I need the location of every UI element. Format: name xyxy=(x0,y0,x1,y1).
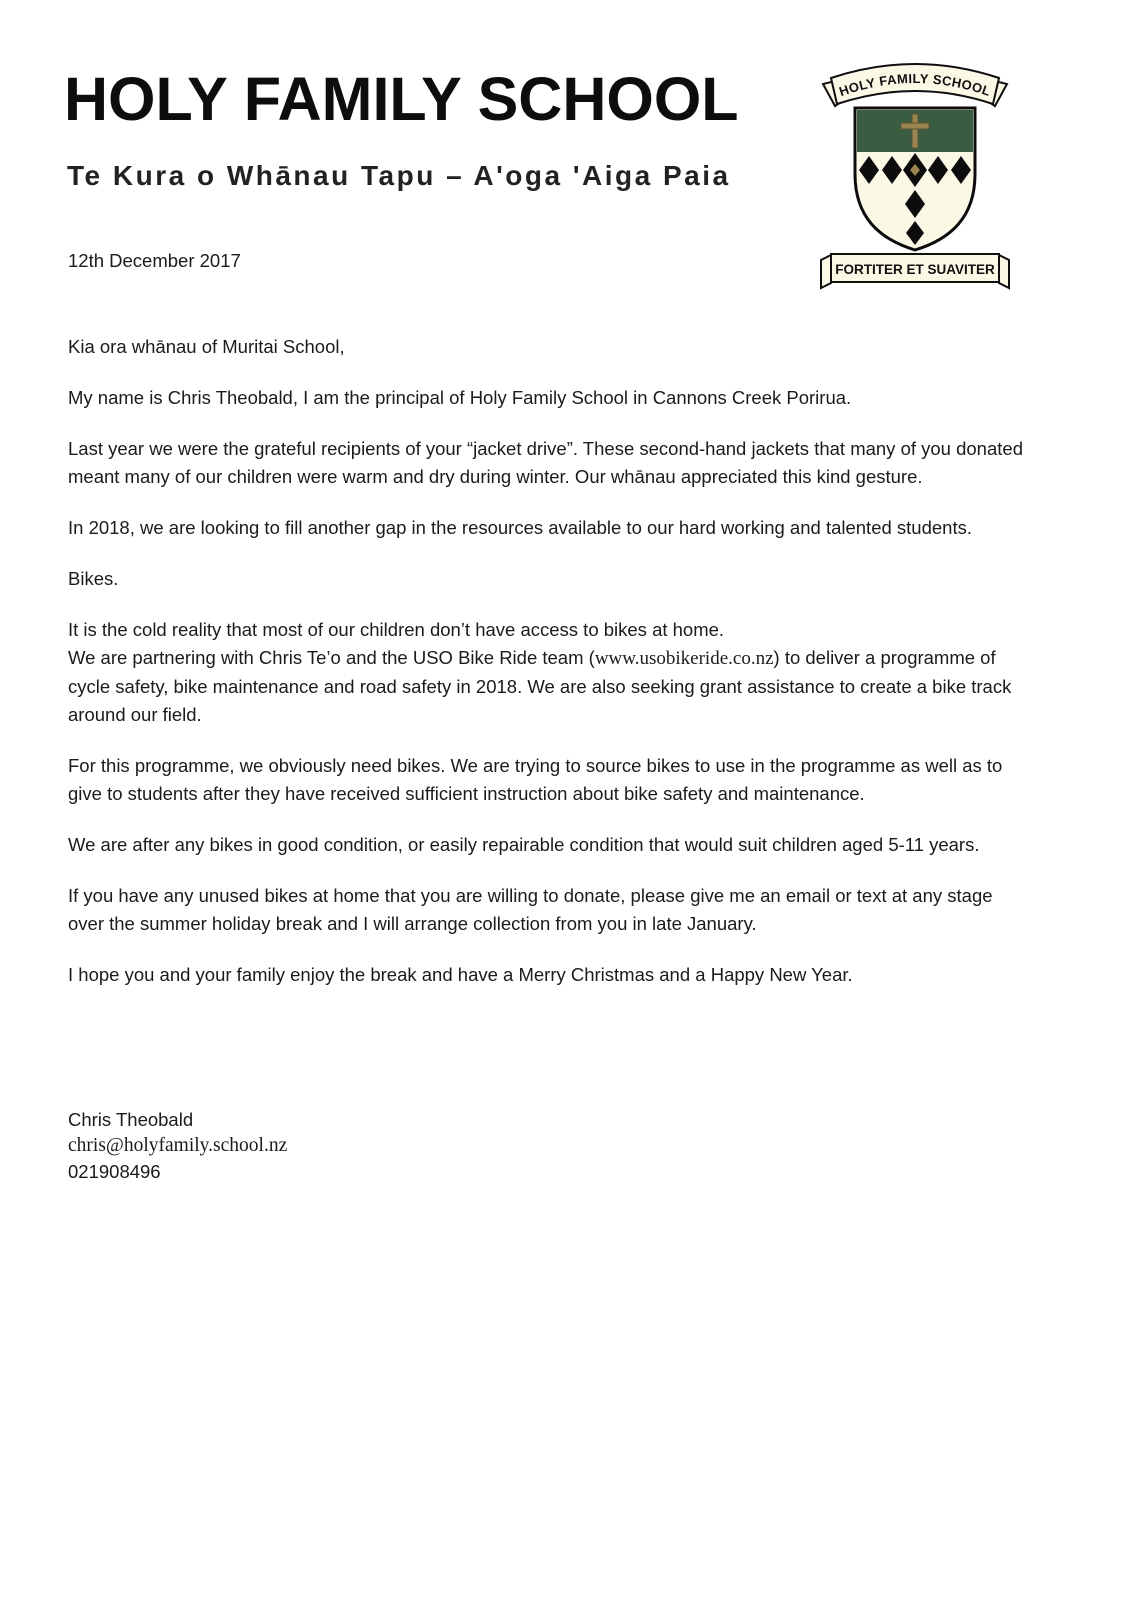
signature-name: Chris Theobald xyxy=(68,1109,194,1130)
bikes-detail-line1: It is the cold reality that most of our children don’t have access to bikes at home. xyxy=(68,619,725,640)
letter-paragraph: For this programme, we obviously need bikes. We are trying to source bikes to use in the programme as well as to give to students after they have received sufficient instruction about bike safety and maintenance. xyxy=(68,755,1003,804)
letter-paragraph-bikes-detail xyxy=(68,616,1030,729)
letter-paragraph: Bikes. xyxy=(68,568,119,589)
crest-motto-banner xyxy=(821,254,1009,288)
signature-email: chris@holyfamily.school.nz xyxy=(68,1135,288,1156)
signature-block xyxy=(68,1107,1030,1185)
letter-paragraph: In 2018, we are looking to fill another gap in the resources available to our hard working and talented students. xyxy=(68,517,972,538)
letter-paragraph: My name is Chris Theobald, I am the principal of Holy Family School in Cannons Creek Porirua. xyxy=(68,387,852,408)
bikes-detail-line2-after: ) to deliver a programme of cycle safety, bike maintenance and road safety in 2018. We are also seeking grant assistance to create a bike track around our field. xyxy=(68,647,1012,725)
school-name-subtitle: Te Kura o Whānau Tapu – A'oga 'Aiga Paia xyxy=(67,160,731,191)
salutation: Kia ora whānau of Muritai School, xyxy=(68,336,345,357)
letter-paragraph: If you have any unused bikes at home that you are willing to donate, please give me an email or text at any stage over the summer holiday break and I will arrange collection from you in late January. xyxy=(68,885,993,934)
letter-date: 12th December 2017 xyxy=(68,250,241,271)
letter-paragraph: Last year we were the grateful recipients of your “jacket drive”. These second-hand jackets that many of you donated meant many of our children were warm and dry during winter. Our whānau appreciated this kind gesture. xyxy=(68,438,1023,487)
crest-top-banner xyxy=(823,64,1007,106)
letter-paragraph: We are after any bikes in good condition, or easily repairable condition that would suit children aged 5-11 years. xyxy=(68,834,980,855)
school-crest-graphic xyxy=(808,46,1022,294)
bikes-detail-line2-before: We are partnering with Chris Te’o and the USO Bike Ride team ( xyxy=(68,647,595,668)
letter-body xyxy=(68,333,1030,1185)
crest-motto-text: FORTITER ET SUAVITER xyxy=(835,262,995,277)
crest-top-banner-text: HOLY FAMILY SCHOOL xyxy=(837,70,993,100)
letter-paragraph: I hope you and your family enjoy the break and have a Merry Christmas and a Happy New Year. xyxy=(68,964,853,985)
school-name-title: HOLY FAMILY SCHOOL xyxy=(64,65,739,133)
school-crest xyxy=(808,46,1022,294)
signature-phone: 021908496 xyxy=(68,1161,161,1182)
uso-bike-ride-url: www.usobikeride.co.nz xyxy=(594,648,774,669)
